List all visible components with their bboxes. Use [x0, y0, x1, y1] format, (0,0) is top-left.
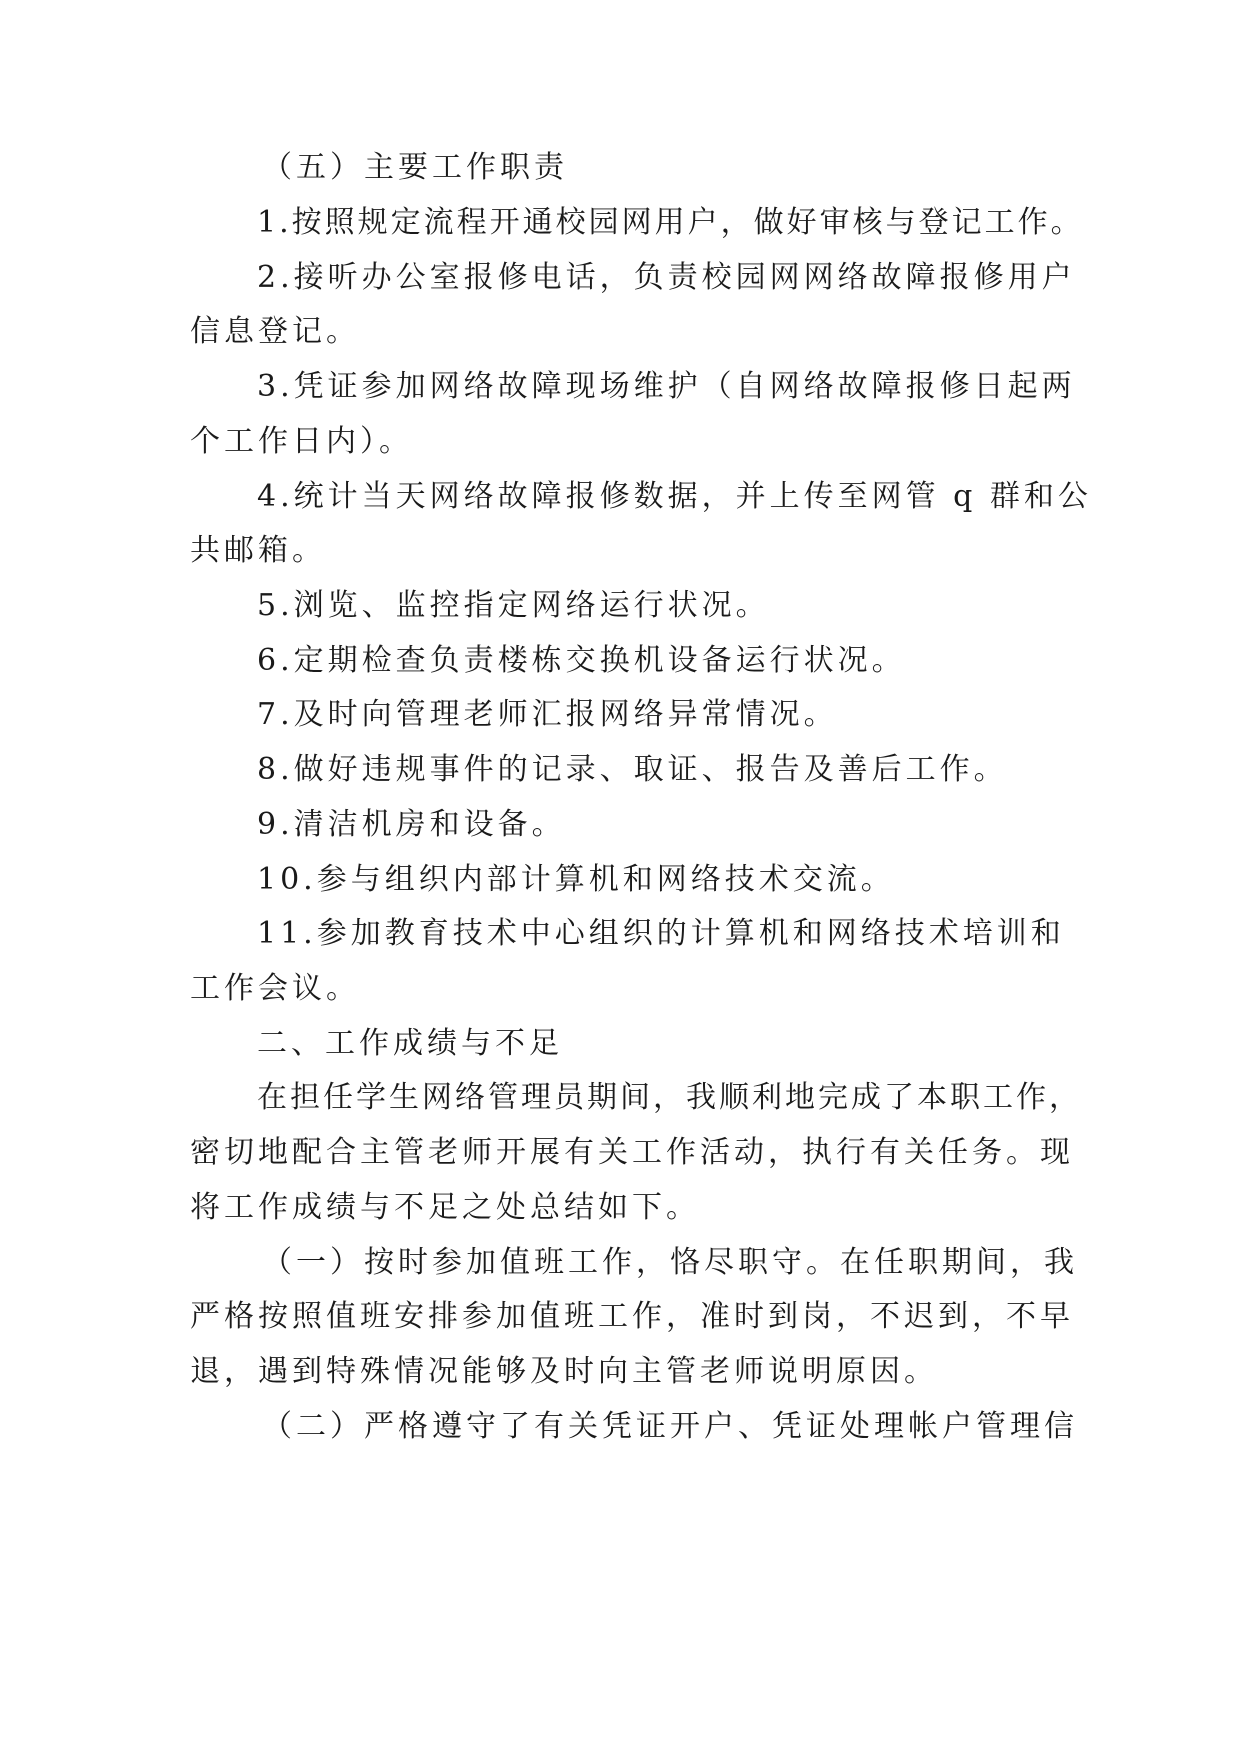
- duty-item-11: 11.参加教育技术中心组织的计算机和网络技术培训和: [257, 916, 1065, 951]
- paragraph-compliance-line-1: （二）严格遵守了有关凭证开户、凭证处理帐户管理信: [262, 1409, 1078, 1444]
- duty-item-1: 1.按照规定流程开通校园网用户，做好审核与登记工作。: [257, 205, 1084, 240]
- duty-item-10: 10.参与组织内部计算机和网络技术交流。: [257, 862, 895, 897]
- paragraph-intro-line-3: 将工作成绩与不足之处总结如下。: [190, 1190, 700, 1225]
- duty-item-5: 5.浏览、监控指定网络运行状况。: [257, 588, 770, 623]
- duty-item-6: 6.定期检查负责楼栋交换机设备运行状况。: [257, 643, 906, 678]
- duty-item-2-cont: 信息登记。: [190, 314, 360, 349]
- duty-item-8: 8.做好违规事件的记录、取证、报告及善后工作。: [257, 752, 1008, 787]
- paragraph-duty-line-3: 退，遇到特殊情况能够及时向主管老师说明原因。: [190, 1354, 938, 1389]
- duty-item-7: 7.及时向管理老师汇报网络异常情况。: [257, 697, 838, 732]
- duty-item-2: 2.接听办公室报修电话，负责校园网网络故障报修用户: [257, 260, 1076, 295]
- duty-item-9: 9.清洁机房和设备。: [257, 807, 566, 842]
- section-heading-duties: （五）主要工作职责: [262, 150, 568, 185]
- duty-item-4: 4.统计当天网络故障报修数据，并上传至网管 q 群和公: [257, 479, 1092, 514]
- duty-item-3-cont: 个工作日内）。: [190, 424, 413, 459]
- paragraph-intro-line-2: 密切地配合主管老师开展有关工作活动，执行有关任务。现: [190, 1135, 1074, 1170]
- duty-item-4-cont: 共邮箱。: [190, 533, 326, 568]
- paragraph-intro-line-1: 在担任学生网络管理员期间，我顺利地完成了本职工作，: [257, 1080, 1082, 1115]
- paragraph-duty-line-2: 严格按照值班安排参加值班工作，准时到岗，不迟到，不早: [190, 1299, 1074, 1334]
- duty-item-3: 3.凭证参加网络故障现场维护（自网络故障报修日起两: [257, 369, 1076, 404]
- section-heading-achievements: 二、工作成绩与不足: [257, 1026, 563, 1061]
- paragraph-duty-line-1: （一）按时参加值班工作，恪尽职守。在任职期间，我: [262, 1245, 1078, 1280]
- duty-item-11-cont: 工作会议。: [190, 971, 360, 1006]
